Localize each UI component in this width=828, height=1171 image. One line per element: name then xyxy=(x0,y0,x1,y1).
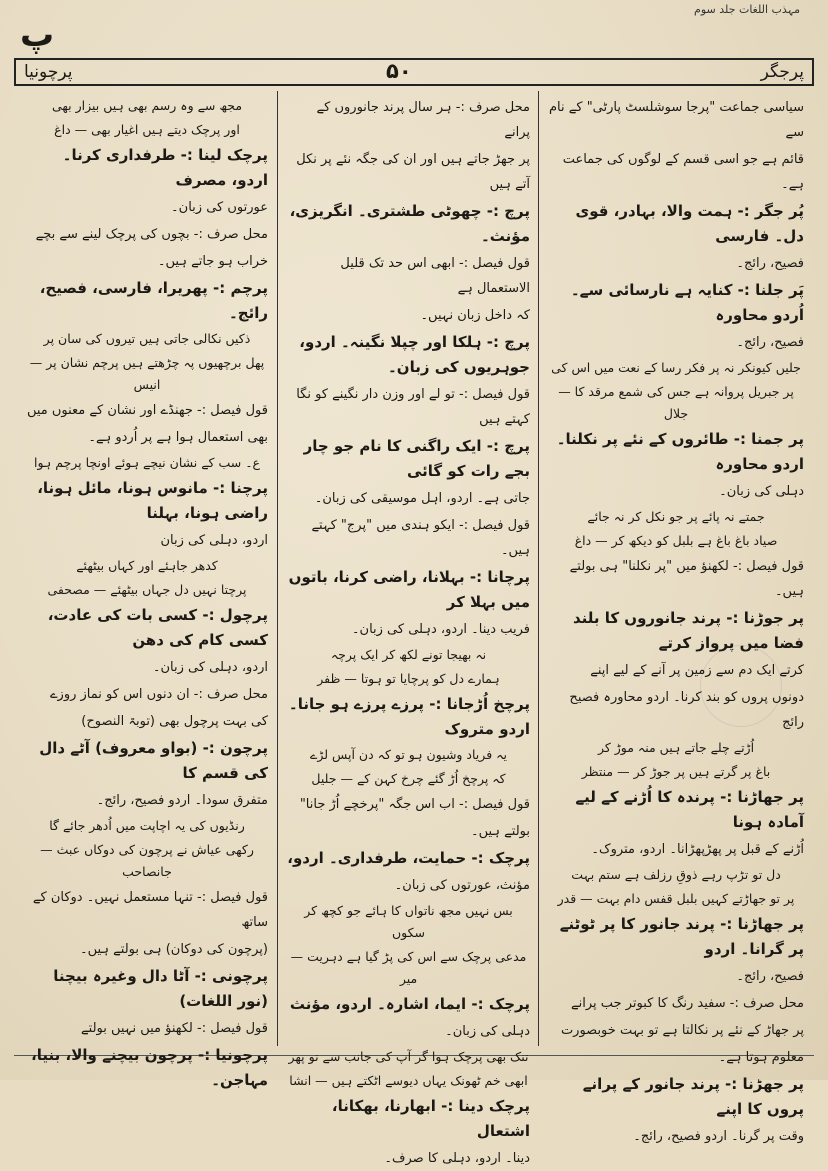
entry-headword-line: پرچک دینا :- ابھارنا، بھکانا، اشتعال xyxy=(331,1097,530,1140)
verse-line: ع۔ سب کے نشان نیچے ہوئے اونچا پرچم ہوا xyxy=(34,455,260,470)
entry-text-line: قول فیصل :- لکھنؤ میں "پر نکلنا" ہی بولتے ہیں۔ xyxy=(569,559,804,599)
entry-text-line: فصیح، رائج۔ xyxy=(736,969,804,984)
entry-headword-line: پرچول :- کسی بات کی عادت، کسی کام کی دھن xyxy=(47,606,268,649)
verse-line: کہ پرچخ اُڑ گئے چرخ کہن کے — جلیل xyxy=(311,771,506,786)
entry-headword-line: پُر جگر :- ہمت والا، بہادر، قوی دل۔ فارسی xyxy=(575,202,804,245)
entry-headword-line: پرچونیا :- پرچون بیچنے والا، بنیا، مہاجن۔ xyxy=(31,1046,268,1089)
entry-text-line: کہ داخل زبان نہیں۔ xyxy=(420,308,530,323)
verse-line: ذکیں نکالی جاتی ہیں تیروں کی سان پر xyxy=(43,331,251,346)
entry-text-line: محل صرف :- ہر سال پرند جانوروں کے پرانے xyxy=(316,100,530,140)
verse-line: پر جبریل پروانہ ہے جس کی شمع مرقد کا — جلال xyxy=(558,384,794,421)
entry-text-line: قول فیصل :- تنہا مستعمل نہیں۔ دوکان کے ساتھ xyxy=(32,890,268,930)
entry-text-line: عورتوں کی زبان۔ xyxy=(171,200,268,215)
entry-text-line: قول فیصل :- تو لے اور وزن دار نگینے کو نگا کہتے ہیں xyxy=(296,387,530,427)
entry-headword-line: پر جوڑنا :- پرند جانوروں کا بلند فضا میں پرواز کرتے xyxy=(572,609,804,652)
entry-headword-line: پر جھاڑنا :- پرندہ کا اُڑنے کے لیے آمادہ ہونا xyxy=(575,788,804,831)
entry-text-line: محل صرف :- سفید رنگ کا کبوتر جب پرانے xyxy=(571,996,804,1011)
verse-line: جلیں کیونکر نہ پر فکر رسا کے نعت میں اس کی xyxy=(551,360,801,375)
verse-line: کدھر جاہئے اور کہاں بیٹھئے xyxy=(76,558,218,573)
entry-headword-line: پرچانا :- بہلانا، راضی کرنا، باتوں میں بہلا کر xyxy=(288,568,530,611)
entry-headword-line: پرچون :- (بواو معروف) آٹے دال کی قسم کا xyxy=(39,739,268,782)
header-first-word: پرجگر xyxy=(760,62,804,82)
entry-headword-line: پرچخ اُڑجانا :- پرزے پرزے ہو جانا۔ اردو متروک xyxy=(288,695,530,738)
entry-headword-line: پرچ :- ایک راگنی کا نام جو چار بجے رات کو گائی xyxy=(303,437,530,480)
entry-headword-line: پرچک لینا :- طرفداری کرنا۔ اردو، مصرف xyxy=(62,146,268,189)
entry-headword-line: پرچک :- ایما، اشارہ۔ اردو، مؤنث xyxy=(289,995,530,1013)
entry-text-line: قول فیصل :- جھنڈے اور نشان کے معنوں میں xyxy=(26,403,268,418)
entry-text-line: بھی استعمال ہوا ہے پر اُردو ہے۔ xyxy=(88,430,268,445)
verse-line: صیاد باغ باغ ہے بلبل کو دیکھ کر — داغ xyxy=(574,533,778,548)
verse-line: نہ بھیجا تونے لکھ کر ایک پرچہ xyxy=(330,647,487,662)
entry-text-line: قائم ہے جو اسی قسم کے لوگوں کی جماعت ہے۔ xyxy=(562,152,804,192)
page-header xyxy=(14,58,814,86)
entry-text-line: محل صرف :- ان دنوں اس کو نماز روزے xyxy=(49,687,268,702)
entry-text-line: دونوں پروں کو بند کرنا۔ اردو محاورہ فصیح رائج xyxy=(569,690,804,730)
entry-text-line: جاتی ہے۔ اردو، اہل موسیقی کی زبان۔ xyxy=(314,491,530,506)
entry-text-line: پر جھاڑ کے نئے پر نکالتا ہے تو بہت خوبصورت xyxy=(560,1023,804,1038)
entry-text-line: قول فیصل :- ابھی اس حد تک قلیل الاستعمال ہے xyxy=(340,256,530,296)
entry-text-line: بولتے ہیں۔ xyxy=(470,824,530,839)
entry-headword-line: پر جمنا :- طائروں کے نئے پر نکلنا۔ اردو محاورہ xyxy=(556,430,804,473)
entry-text-line: محل صرف :- بچوں کی پرچک لینے سے بچے xyxy=(35,227,268,242)
column-middle xyxy=(279,91,538,1166)
entry-headword-line: پرچک :- حمایت، طرفداری۔ اردو، xyxy=(287,849,530,867)
entry-text-line: اُڑنے کے قبل پر پھڑپھڑانا۔ اردو، متروک۔ xyxy=(591,842,804,857)
entry-text-line: وقت پر گرنا۔ اردو فصیح، رائج۔ xyxy=(633,1129,804,1144)
entry-text-line: فصیح، رائج۔ xyxy=(736,256,804,271)
verse-line: پھل برچھیوں پہ چڑھتے ہیں پرچم نشان پر — انیس xyxy=(29,355,265,392)
entry-text-line: قول فیصل :- اب اس جگہ "پرخچے اُڑ جانا" xyxy=(299,797,530,812)
verse-line: تنک بھی پرچک ہوا گر آپ کی جانب سے تو پھر xyxy=(288,1049,529,1064)
verse-line: جمتے نہ پائے پر جو نکل کر نہ جائے xyxy=(587,509,765,524)
entry-headword-line: پرچم :- پھریرا، فارسی، فصیح، رائج۔ xyxy=(39,279,268,322)
section-letter: پ xyxy=(20,15,55,55)
entry-text-line: خراب ہو جاتے ہیں۔ xyxy=(157,254,268,269)
page-number: ۵۰ xyxy=(386,59,412,83)
column-left xyxy=(18,91,276,1089)
entry-headword-line: پَر جلنا :- کنایہ ہے نارسائی سے۔ اُردو محاورہ xyxy=(570,281,804,324)
verse-line: باغ پر گرتے ہیں پر جوڑ کر — منتظر xyxy=(581,764,771,779)
verse-line: یہ فریاد وشیون ہو تو کہ دن آپس لڑے xyxy=(310,747,507,762)
entry-text-line: مؤنث، عورتوں کی زبان۔ xyxy=(394,878,530,893)
column-divider xyxy=(538,91,539,1046)
column-divider xyxy=(277,91,278,1046)
entry-text-line: اردو، دہلی کی زبان xyxy=(160,533,268,548)
verse-line: پرچتا نہیں دل جہاں بیٹھئے — مصحفی xyxy=(47,582,247,597)
book-title: مہذب اللغات جلد سوم xyxy=(694,3,800,16)
verse-line: ابھی خم ٹھونک یہاں دیوسے اٹکتے ہیں — انشا xyxy=(289,1073,528,1088)
entry-text-line: قول فیصل :- لکھنؤ میں نہیں بولتے xyxy=(81,1021,268,1036)
entry-headword-line: پر جھڑنا :- پرند جانور کے پرانے پروں کا اپنے xyxy=(582,1075,804,1118)
entry-text-line: اردو، دہلی کی زبان۔ xyxy=(152,660,268,675)
entry-text-line: دہلی کی زبان۔ xyxy=(719,484,804,499)
entry-text-line: فریب دینا۔ اردو، دہلی کی زبان۔ xyxy=(351,622,530,637)
entry-headword-line: پرچنا :- مانوس ہونا، مائل ہونا، راضی ہونا، بہلنا xyxy=(37,479,268,522)
entry-text-line: متفرق سودا۔ اردو فصیح، رائج۔ xyxy=(96,793,268,808)
verse-line: رنڈیوں کی یہ اچاپت میں اُدھر جائے گا xyxy=(49,818,245,833)
entry-text-line: دینا۔ اردو، دہلی کا صرف۔ xyxy=(384,1151,530,1166)
verse-line: مدعی پرچک سے اس کی پڑ گیا ہے دہریت — میر xyxy=(290,949,527,986)
verse-line: دل تو تڑپ رہے ذوقِ رزلف ہے ستم بہت xyxy=(571,867,781,882)
entry-text-line: دہلی کی زبان۔ xyxy=(445,1024,530,1039)
entry-headword-line: پرچونی :- آٹا دال وغیرہ بیچنا (نور اللغات) xyxy=(53,967,268,1010)
verse-line: پر تو جھاڑتے کہیں بلبل قفس دام بہت — قدر xyxy=(557,891,795,906)
entry-text-line: معلوم ہوتا ہے۔ xyxy=(718,1050,804,1065)
verse-line: اُڑتے چلے جاتے ہیں منہ موڑ کر xyxy=(597,740,755,755)
entry-text-line: سیاسی جماعت "پرجا سوشلسٹ پارٹی" کے نام سے xyxy=(549,100,804,140)
verse-line: اور پرچک دیتے ہیں اغیار بھی — داغ xyxy=(54,122,240,137)
entry-text-line: کرتے ایک دم سے زمین پر آنے کے لیے اپنے xyxy=(590,663,804,678)
column-right xyxy=(540,91,812,1144)
verse-line: رکھی عیاش نے پرچون کی دوکاں عبث — جانصاحب xyxy=(40,842,254,879)
verse-line: بس نہیں مجھ ناتواں کا ہائے جو کچھ کر سکوں xyxy=(304,903,513,940)
entry-text-line: کی بہت پرچول بھی (توبۃ النصوح) xyxy=(81,714,268,729)
entry-text-line: قول فیصل :- ایکو ہندی میں "پرج" کہتے ہیں۔ xyxy=(311,518,530,558)
entry-text-line: فصیح، رائج۔ xyxy=(736,335,804,350)
entry-headword-line: پرچ :- چھوٹی طشتری۔ انگریزی، مؤنث۔ xyxy=(289,202,530,245)
entry-headword-line: پر جھاڑنا :- پرند جانور کا پر ٹوٹنے پر گرانا۔ اردو xyxy=(559,915,804,958)
verse-line: مجھ سے وہ رسم بھی ہیں بیزار بھی xyxy=(51,98,243,113)
entry-headword-line: پرچ :- ہلکا اور چپلا نگینہ۔ اردو، جوہریوں کی زبان۔ xyxy=(299,333,530,376)
header-last-word: پرچونیا xyxy=(24,62,73,82)
verse-line: ہمارے دل کو پرچایا تو ہوتا — ظفر xyxy=(317,671,500,686)
entry-text-line: (پرچون کی دوکان) ہی بولتے ہیں۔ xyxy=(79,942,268,957)
entry-text-line: پر جھڑ جاتے ہیں اور ان کی جگہ نئے پر نکل آتے ہیں xyxy=(296,152,530,192)
